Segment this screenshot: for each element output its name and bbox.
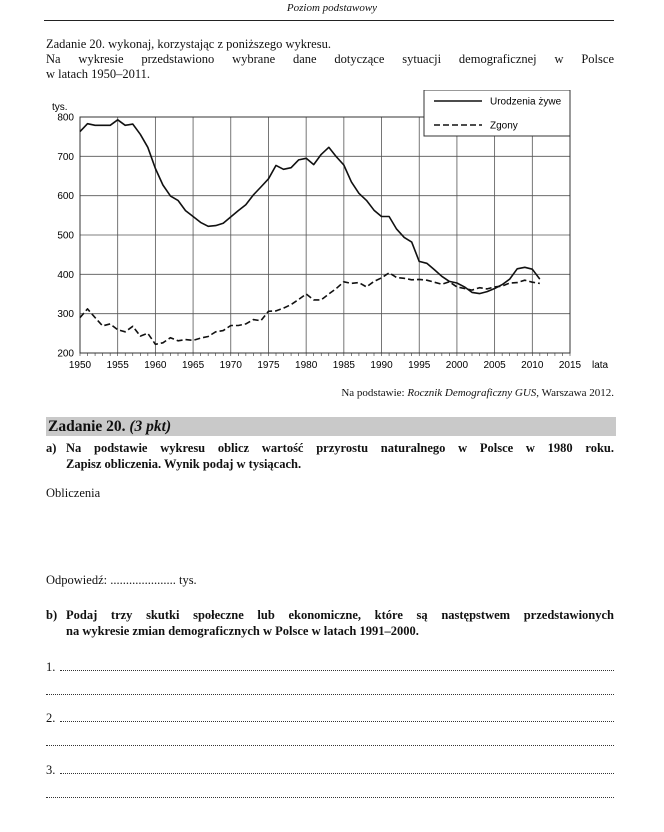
- question-b-line-2: na wykresie zmian demograficznych w Polsce w latach 1991–2000.: [66, 624, 419, 638]
- intro-text: [46, 37, 614, 82]
- legend-label-1: Urodzenia żywe: [490, 96, 562, 108]
- question-b-label: b): [46, 608, 58, 622]
- y-tick-label: 700: [57, 151, 74, 163]
- answer-number-3: 3.: [46, 763, 56, 777]
- source-prefix: Na podstawie:: [341, 387, 408, 399]
- header-subtitle: Poziom podstawowy: [286, 2, 378, 14]
- x-tick-label: 2010: [521, 360, 544, 371]
- intro-line-2: Na wykresie przedstawiono wybrane dane dotyczące sytuacji demograficznej w Polsce: [46, 52, 614, 66]
- source-title: Rocznik Demograficzny GUS: [407, 387, 537, 399]
- x-tick-label: 1995: [408, 360, 431, 371]
- x-tick-label: 1950: [68, 360, 92, 371]
- x-tick-label: 2005: [483, 360, 506, 371]
- answer-line-3[interactable]: [46, 763, 614, 777]
- y-tick-label: 500: [57, 230, 74, 242]
- answer-number-2: 2.: [46, 711, 56, 725]
- series-line-1: [80, 120, 540, 294]
- x-tick-label: 1960: [144, 360, 167, 371]
- series-line-2: [80, 273, 540, 345]
- answer-a[interactable]: Odpowiedź: ..................... tys.: [46, 573, 197, 587]
- answer-line-3b[interactable]: [46, 787, 614, 801]
- y-tick-label: 800: [57, 112, 74, 124]
- y-axis-label: tys.: [52, 102, 68, 113]
- intro-line-1: Zadanie 20. wykonaj, korzystając z poniższego wykresu.: [46, 37, 331, 51]
- header-rule: [44, 20, 614, 21]
- question-b: [46, 607, 614, 639]
- calc-label: Obliczenia: [46, 486, 101, 500]
- x-tick-label: 1985: [332, 360, 355, 371]
- x-axis-label: lata: [592, 360, 609, 371]
- x-tick-label: 2000: [445, 360, 469, 371]
- x-tick-label: 1965: [181, 360, 205, 371]
- question-a-line-2: Zapisz obliczenia. Wynik podaj w tysiącach.: [66, 457, 302, 471]
- x-tick-label: 2015: [558, 360, 582, 371]
- question-a: [46, 440, 614, 472]
- question-b-line-1: Podaj trzy skutki społeczne lub ekonomiczne, które są następstwem przedstawionych: [66, 608, 614, 622]
- chart-source: [341, 387, 614, 399]
- legend-label-2: Zgony: [490, 120, 518, 132]
- answer-line-2[interactable]: [46, 711, 614, 725]
- x-tick-label: 1955: [106, 360, 129, 371]
- demography-chart: [40, 90, 620, 382]
- answer-line-1[interactable]: [46, 660, 614, 674]
- task-header: [46, 417, 616, 436]
- question-a-label: a): [46, 441, 57, 455]
- answer-number-1: 1.: [46, 660, 56, 674]
- answer-line-2b[interactable]: [46, 735, 614, 749]
- x-tick-label: 1990: [370, 360, 393, 371]
- task-label: Zadanie 20.: [48, 418, 130, 435]
- intro-line-3: w latach 1950–2011.: [46, 67, 151, 81]
- source-suffix: , Warszawa 2012.: [536, 387, 614, 399]
- y-tick-label: 300: [57, 309, 74, 321]
- x-tick-label: 1975: [257, 360, 280, 371]
- x-tick-label: 1970: [219, 360, 242, 371]
- y-tick-label: 400: [57, 269, 74, 281]
- answer-line-1b[interactable]: [46, 684, 614, 698]
- y-tick-label: 200: [57, 348, 74, 360]
- task-points: (3 pkt): [129, 418, 172, 435]
- y-tick-label: 600: [57, 191, 74, 203]
- question-a-line-1: Na podstawie wykresu oblicz wartość przyrostu naturalnego w Polsce w 1980 roku.: [66, 441, 614, 455]
- x-tick-label: 1980: [295, 360, 318, 371]
